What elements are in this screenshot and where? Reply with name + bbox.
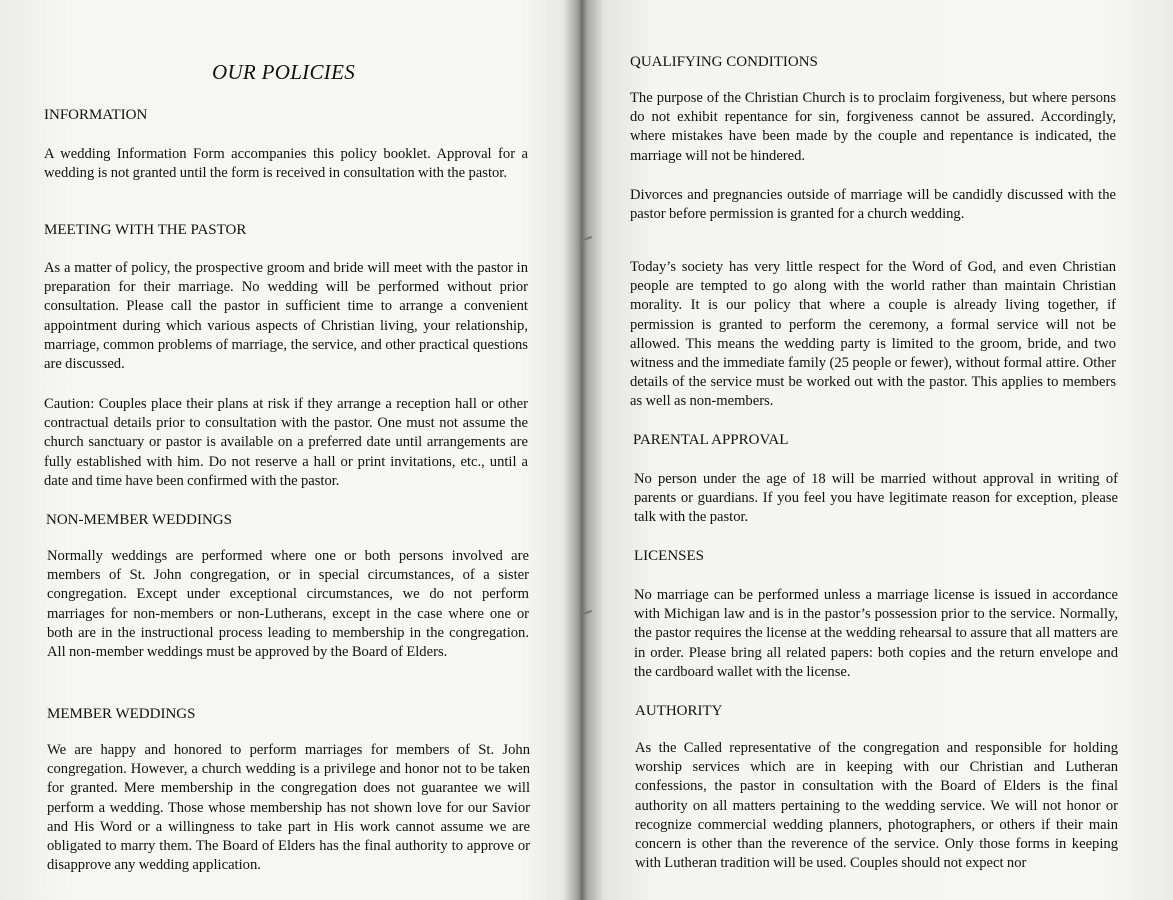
paragraph-authority: As the Called representative of the congregation and responsible for holding worship services which are in keeping with our Christian and Lutheran confessions, the pastor in consultation with the Board of Elders is the final authority on all matters pertaining to the wedding service. We will not honor or recognize commercial wedding planners, photographers, or others if their main concern is other than the reverence of the service. Only those forms in keeping with Lutheran tradition will be used. Couples should not expect nor [635, 740, 1118, 872]
right-page [600, 0, 1173, 900]
section-heading-licenses: LICENSES [634, 548, 705, 564]
section-heading-authority: AUTHORITY [635, 703, 723, 719]
paragraph-member: We are happy and honored to perform marriages for members of St. John congregation. However, a church wedding is a privilege and honor not to be taken for granted. Mere membership in the congregation does not guarantee we will perform a wedding. Those whose membership has not shown love for our Savior and His Word or a willingness to take part in His work cannot assume we are obligated to marry them. The Board of Elders has the final authority to approve or disapprove any wedding application. [47, 742, 530, 874]
paragraph-society: Today’s society has very little respect for the Word of God, and even Christian people are tempted to go along with the world rather than maintain Christian morality. It is our policy that where a couple is already living together, if permission is granted to perform the ceremony, a formal service will not be allowed. This means the wedding party is limited to the groom, bride, and two witness and the immediate family (25 people or fewer), without formal attire. Other details of the service must be worked out with the pastor. This applies to members as well as non-members. [630, 259, 1116, 410]
section-heading-qualifying: QUALIFYING CONDITIONS [630, 54, 818, 70]
paragraph-divorces: Divorces and pregnancies outside of marriage will be candidly discussed with the pastor before permission is granted for a church wedding. [630, 187, 1116, 223]
binding-staple [580, 236, 592, 242]
section-heading-member: MEMBER WEDDINGS [47, 706, 196, 722]
paragraph-caution: Caution: Couples place their plans at risk if they arrange a reception hall or other contractual details prior to consultation with the pastor. One must not assume the church sanctuary or pastor is available on a preferred date until arrangements are fully established with him. Do not reserve a hall or print invitations, etc., until a date and time have been confirmed with the pastor. [44, 396, 528, 489]
section-heading-parental: PARENTAL APPROVAL [633, 432, 789, 448]
binding-staple [580, 610, 592, 616]
paragraph-qualifying: The purpose of the Christian Church is to proclaim forgiveness, but where persons do not exhibit repentance for sin, forgiveness cannot be assured. Accordingly, where mistakes have been made by the couple and repentance is indicated, the marriage will not be hindered. [630, 90, 1116, 164]
section-heading-non-member: NON-MEMBER WEDDINGS [46, 512, 232, 528]
left-page [0, 0, 570, 900]
section-heading-information: INFORMATION [44, 107, 148, 123]
paragraph-information: A wedding Information Form accompanies this policy booklet. Approval for a wedding is not granted until the form is received in consultation with the pastor. [44, 146, 528, 182]
paragraph-non-member: Normally weddings are performed where one or both persons involved are members of St. John congregation, or in special circumstances, of a sister congregation. Except under exceptional circumstances, we do not perform marriages for non-members or non-Lutherans, except in the case where one or both are in the instructional process leading to membership in the congregation. All non-member weddings must be approved by the Board of Elders. [47, 548, 529, 661]
paragraph-parental: No person under the age of 18 will be married without approval in writing of parents or guardians. If you feel you have legitimate reason for exception, please talk with the pastor. [634, 471, 1118, 526]
page-title: OUR POLICIES [212, 60, 356, 84]
section-heading-meeting: MEETING WITH THE PASTOR [44, 222, 247, 238]
paragraph-licenses: No marriage can be performed unless a marriage license is issued in accordance with Michigan law and is in the pastor’s possession prior to the service. Normally, the pastor requires the license at the wedding rehearsal to assure that all matters are in order. Please bring all related papers: both copies and the return envelope and the cardboard wallet with the license. [634, 587, 1118, 680]
paragraph-meeting: As a matter of policy, the prospective groom and bride will meet with the pastor in preparation for their marriage. No wedding will be performed without prior consultation. Please call the pastor in sufficient time to arrange a convenient appointment during which various aspects of Christian living, your relationship, marriage, common problems of marriage, the service, and other practical questions are discussed. [44, 260, 528, 373]
